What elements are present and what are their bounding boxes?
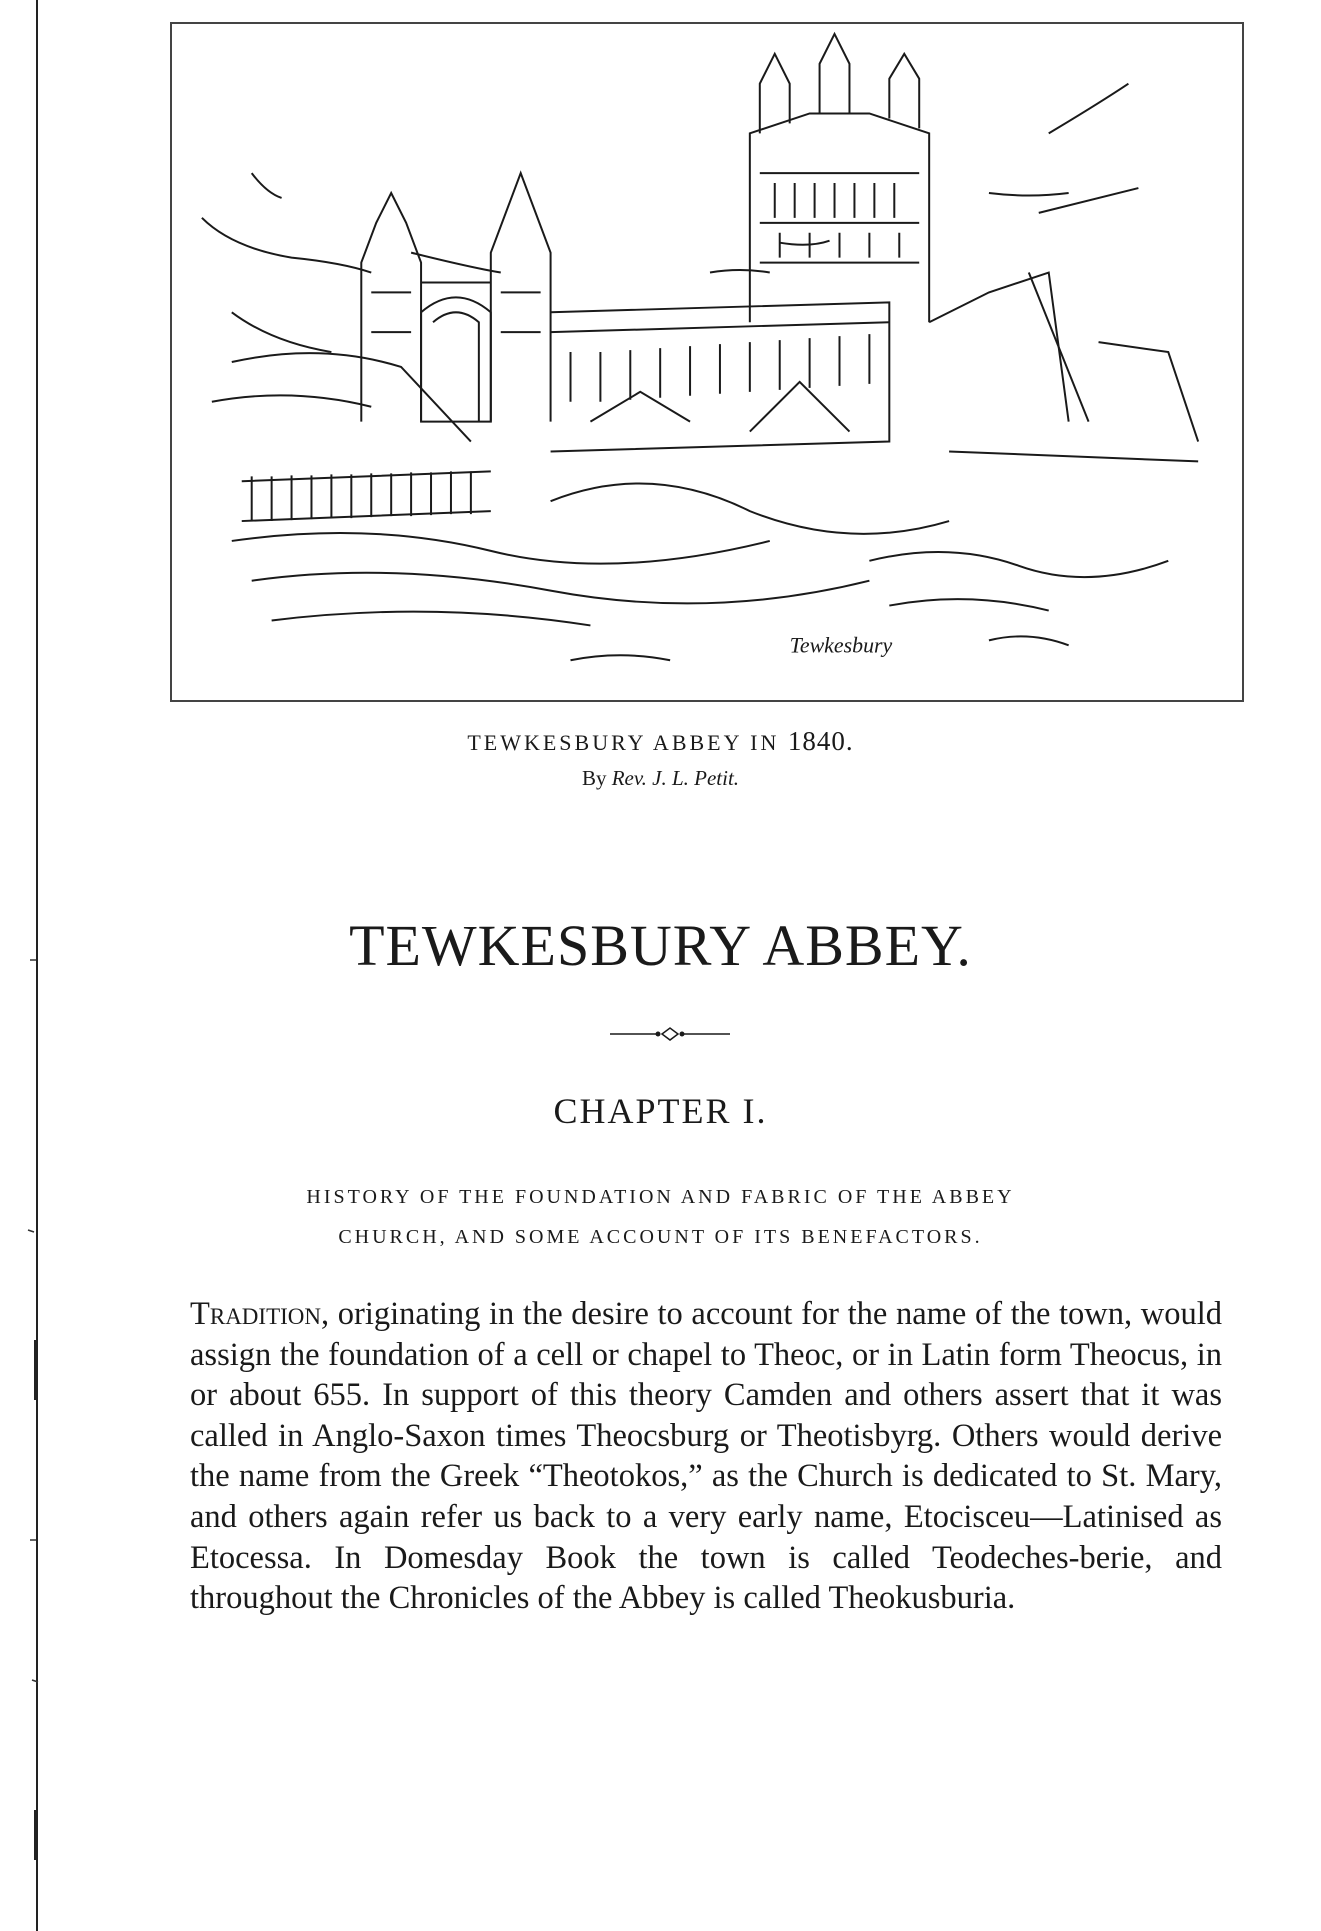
caption-by: By (581, 766, 607, 790)
chapter-heading: CHAPTER I. (553, 1091, 768, 1131)
paragraph-lead-word: Tradition, (190, 1296, 330, 1332)
caption-author: Rev. J. L. Petit. (611, 766, 740, 790)
divider-ornament (610, 1024, 730, 1044)
caption-year: 1840. (787, 726, 854, 756)
abbey-sketch (172, 24, 1242, 700)
illustration-signature: Tewkesbury (789, 632, 893, 658)
illustration-caption (0, 726, 1321, 757)
caption-title-text: TEWKESBURY ABBEY IN (467, 730, 780, 755)
page-title: TEWKESBURY ABBEY. (349, 913, 972, 978)
chapter-subtitle (100, 1177, 1221, 1257)
chapter-subtitle-line-2: CHURCH, AND SOME ACCOUNT OF ITS BENEFACTORS. (338, 1226, 983, 1248)
body-paragraph (190, 1294, 1222, 1619)
chapter-subtitle-line-1: HISTORY OF THE FOUNDATION AND FABRIC OF THE ABBEY (306, 1186, 1015, 1208)
abbey-illustration (170, 22, 1244, 702)
illustration-credit (0, 766, 1321, 791)
paragraph-text: originating in the desire to account for the name of the town, would assign the foundation of a cell or chapel to Theoc, or in Latin form Theocus, in or about 655. In support of this theory Camden and others assert that it was called in Anglo-Saxon times Theocsburg or Theotisbyrg. Others would derive the name from the Greek “Theotokos,” as the Church is dedicated to St. Mary, and others again refer us back to a very early name, Etocisceu—Latinised as Etocessa. In Domesday Book the town is called Teodeches-berie, and throughout the Chronicles of the Abbey is called Theokusburia. (190, 1296, 1223, 1617)
